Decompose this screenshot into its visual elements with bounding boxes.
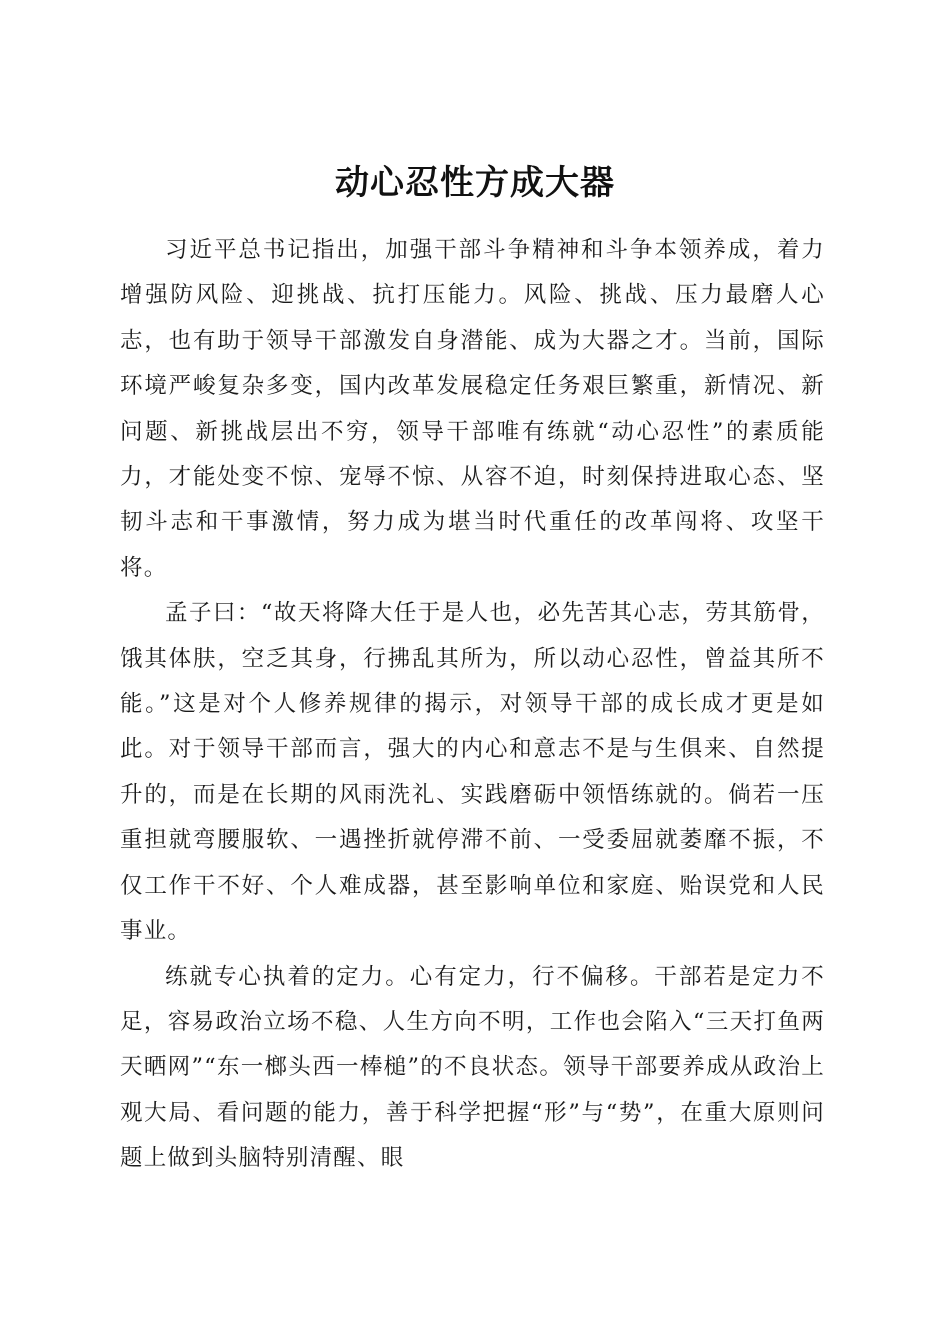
paragraph-1: 习近平总书记指出，加强干部斗争精神和斗争本领养成，着力增强防风险、迎挑战、抗打压能力。风险、挑战、压力最磨人心志，也有助于领导干部激发自身潜能、成为大器之才。当前，国际环境严峻复杂多变，国内改革发展稳定任务艰巨繁重，新情况、新问题、新挑战层出不穷，领导干部唯有练就“动心忍性”的素质能力，才能处变不惊、宠辱不惊、从容不迫，时刻保持进取心态、坚韧斗志和干事激情，努力成为堪当时代重任的改革闯将、攻坚干将。 [120,237,825,581]
paragraph-3: 练就专心执着的定力。心有定力，行不偏移。干部若是定力不足，容易政治立场不稳、人生方向不明，工作也会陷入“三天打鱼两天晒网”“东一榔头西一棒槌”的不良状态。领导干部要养成从政治上观大局、看问题的能力，善于科学把握“形”与“势”，在重大原则问题上做到头脑特别清醒、眼 [120,963,825,1172]
document-title: 动心忍性方成大器 [335,162,615,203]
paragraph-2: 孟子曰：“故天将降大任于是人也，必先苦其心志，劳其筋骨，饿其体肤，空乏其身，行拂乱其所为，所以动心忍性，曾益其所不能。”这是对个人修养规律的揭示，对领导干部的成长成才更是如此。对于领导干部而言，强大的内心和意志不是与生俱来、自然提升的，而是在长期的风雨洗礼、实践磨砺中领悟练就的。倘若一压重担就弯腰服软、一遇挫折就停滞不前、一受委屈就萎靡不振，不仅工作干不好、个人难成器，甚至影响单位和家庭、贻误党和人民事业。 [120,600,825,945]
document-body [120,228,825,1182]
